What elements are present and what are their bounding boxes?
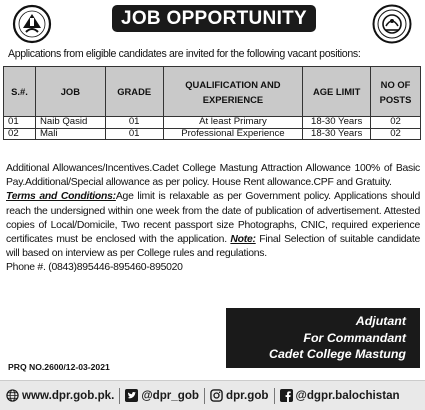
footer-website-text: www.dpr.gob.pk. — [22, 389, 115, 402]
twitter-bird-icon — [125, 389, 138, 402]
vacancy-table — [3, 66, 421, 140]
terms-text: Age limit is relaxable as per Government policy. Applications should reach the undersigned within one week from the date of publication of advertisement. Attested copies of Local/Domicile, Two recent passport size Photographs, CNIC, required experience certificates must be enclosed with the application. — [6, 191, 420, 246]
signature-line-3: Cadet College Mastung — [269, 347, 406, 361]
table-header-row — [4, 67, 421, 117]
cell-grade: 01 — [105, 128, 163, 140]
cell-grade: 01 — [105, 117, 163, 129]
footer-bar — [0, 380, 425, 410]
footer-twitter[interactable] — [125, 389, 199, 402]
advertisement-body — [6, 162, 420, 276]
signature-line-2: For Commandant — [303, 330, 406, 345]
cell-age: 18-30 Years — [303, 117, 371, 129]
allowances-text: Additional Allowances/Incentives.Cadet College Mastung Attraction Allowance 100% of Basic Pay.Additional/Special allowance as per policy. House Rent allowance.CPF and Gratuity. — [6, 163, 420, 189]
note-label: Note: — [230, 234, 256, 246]
col-header-posts: NO OF POSTS — [371, 67, 421, 117]
page-title: JOB OPPORTUNITY — [112, 5, 316, 32]
phone-text: Phone #. (0843)895446-895460-895020 — [6, 262, 183, 274]
government-seal-icon — [372, 4, 412, 44]
cell-qualification: At least Primary — [163, 117, 303, 129]
col-header-age: AGE LIMIT — [303, 67, 371, 117]
footer-twitter-text: @dpr_gob — [141, 389, 200, 402]
cell-job: Mali — [35, 128, 105, 140]
cell-qualification: Professional Experience — [163, 128, 303, 140]
cell-age: 18-30 Years — [303, 128, 371, 140]
col-header-grade: GRADE — [105, 67, 163, 117]
footer-instagram[interactable] — [210, 389, 269, 402]
col-header-sn: S.#. — [4, 67, 36, 117]
instagram-icon — [210, 389, 223, 402]
table-row — [4, 117, 421, 129]
col-header-qualification: QUALIFICATION AND EXPERIENCE — [163, 67, 303, 117]
footer-website[interactable] — [6, 389, 114, 402]
cell-job: Naib Qasid — [35, 117, 105, 129]
footer-divider — [119, 388, 120, 404]
intro-text: Applications from eligible candidates are invited for the following vacant positions: — [8, 48, 361, 60]
globe-icon — [6, 389, 19, 402]
footer-facebook[interactable] — [280, 389, 400, 402]
signature-line-1: Adjutant — [355, 314, 406, 328]
note-text: Final Selection of suitable candidate will based on interview as per College rules and regulations. — [6, 234, 420, 260]
facebook-icon — [280, 389, 293, 402]
table-row — [4, 128, 421, 140]
prq-number: PRQ NO.2600/12-03-2021 — [8, 362, 110, 372]
footer-instagram-text: dpr.gob — [226, 389, 269, 402]
footer-facebook-text: @dgpr.balochistan — [295, 389, 400, 402]
cadet-college-crest-icon — [12, 4, 52, 44]
cell-posts: 02 — [371, 117, 421, 129]
cell-sn: 01 — [4, 117, 36, 129]
footer-divider — [274, 388, 275, 404]
signature-block — [226, 308, 420, 368]
footer-divider — [204, 388, 205, 404]
cell-posts: 02 — [371, 128, 421, 140]
terms-label: Terms and Conditions: — [6, 191, 116, 203]
cell-sn: 02 — [4, 128, 36, 140]
col-header-job: JOB — [35, 67, 105, 117]
